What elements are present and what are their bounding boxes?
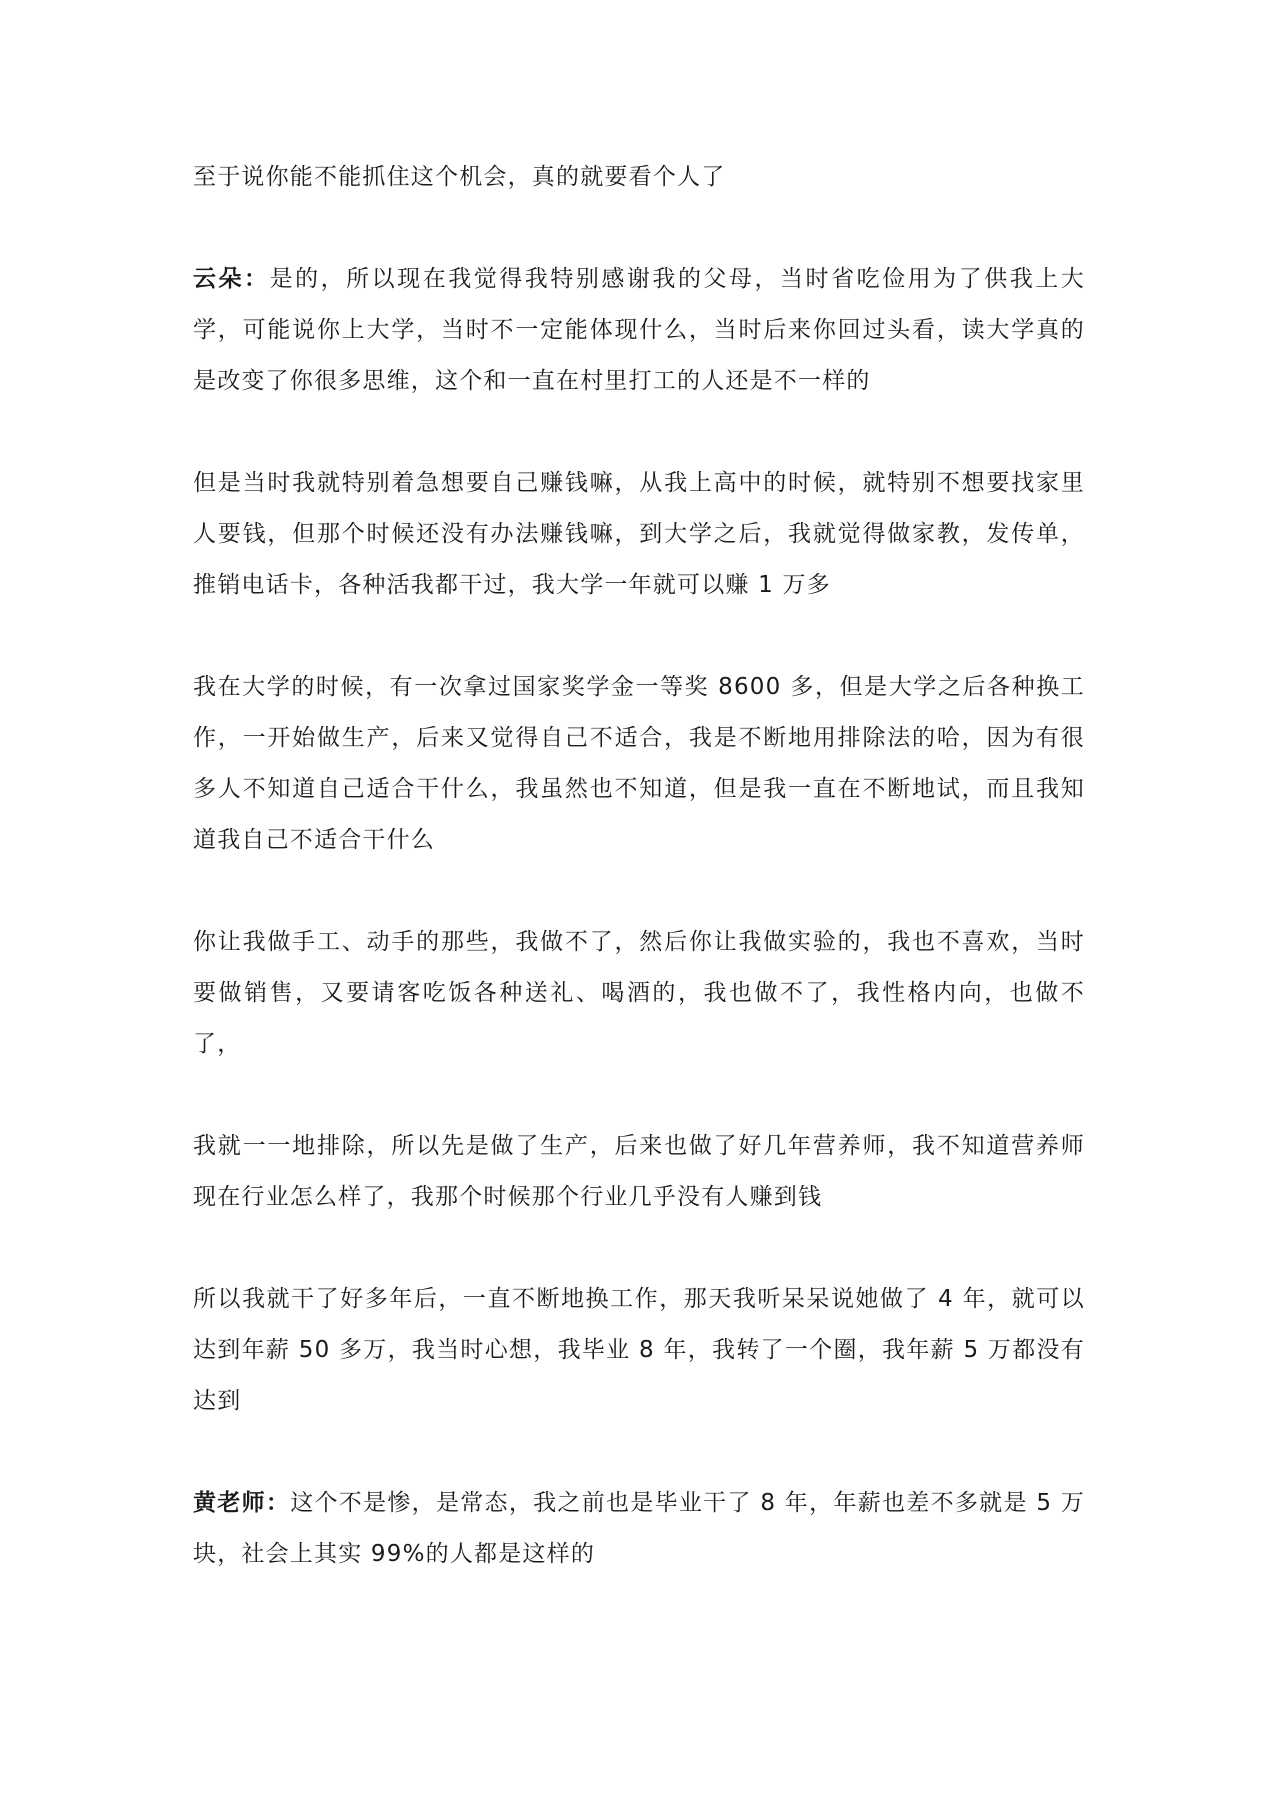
paragraph-text: 我在大学的时候，有一次拿过国家奖学金一等奖 8600 多，但是大学之后各种换工作，一开始做生产，后来又觉得自己不适合，我是不断地用排除法的哈，因为有很多人不知道自己适合干什么，我虽然也不知道，但是我一直在不断地试，而且我知道我自己不适合干什么: [193, 674, 1085, 853]
paragraph: [193, 917, 1085, 1070]
paragraph: [193, 458, 1085, 611]
paragraph-text: 是的，所以现在我觉得我特别感谢我的父母，当时省吃俭用为了供我上大学，可能说你上大学，当时不一定能体现什么，当时后来你回过头看，读大学真的是改变了你很多思维，这个和一直在村里打工的人还是不一样的: [193, 266, 1085, 394]
paragraph: [193, 1121, 1085, 1223]
paragraph-text: 我就一一地排除，所以先是做了生产，后来也做了好几年营养师，我不知道营养师现在行业怎么样了，我那个时候那个行业几乎没有人赚到钱: [193, 1133, 1085, 1210]
paragraph: [193, 1478, 1085, 1580]
paragraph: [193, 152, 1085, 203]
paragraph-text: 你让我做手工、动手的那些，我做不了，然后你让我做实验的，我也不喜欢，当时要做销售，又要请客吃饭各种送礼、喝酒的，我也做不了，我性格内向，也做不了，: [193, 929, 1085, 1057]
document-body: [193, 152, 1085, 1631]
paragraph-text: 所以我就干了好多年后，一直不断地换工作，那天我听呆呆说她做了 4 年，就可以达到年薪 50 多万，我当时心想，我毕业 8 年，我转了一个圈，我年薪 5 万都没有达到: [193, 1286, 1085, 1414]
paragraph: [193, 1274, 1085, 1427]
speaker-label: 云朵：: [193, 266, 270, 292]
paragraph: [193, 254, 1085, 407]
paragraph-text: 至于说你能不能抓住这个机会，真的就要看个人了: [193, 164, 726, 190]
paragraph-text: 但是当时我就特别着急想要自己赚钱嘛，从我上高中的时候，就特别不想要找家里人要钱，但那个时候还没有办法赚钱嘛，到大学之后，我就觉得做家教，发传单，推销电话卡，各种活我都干过，我大学一年就可以赚 1 万多: [193, 470, 1085, 598]
paragraph: [193, 662, 1085, 866]
paragraph-text: 这个不是惨，是常态，我之前也是毕业干了 8 年，年薪也差不多就是 5 万块，社会上其实 99%的人都是这样的: [193, 1490, 1085, 1567]
speaker-label: 黄老师：: [193, 1490, 291, 1516]
